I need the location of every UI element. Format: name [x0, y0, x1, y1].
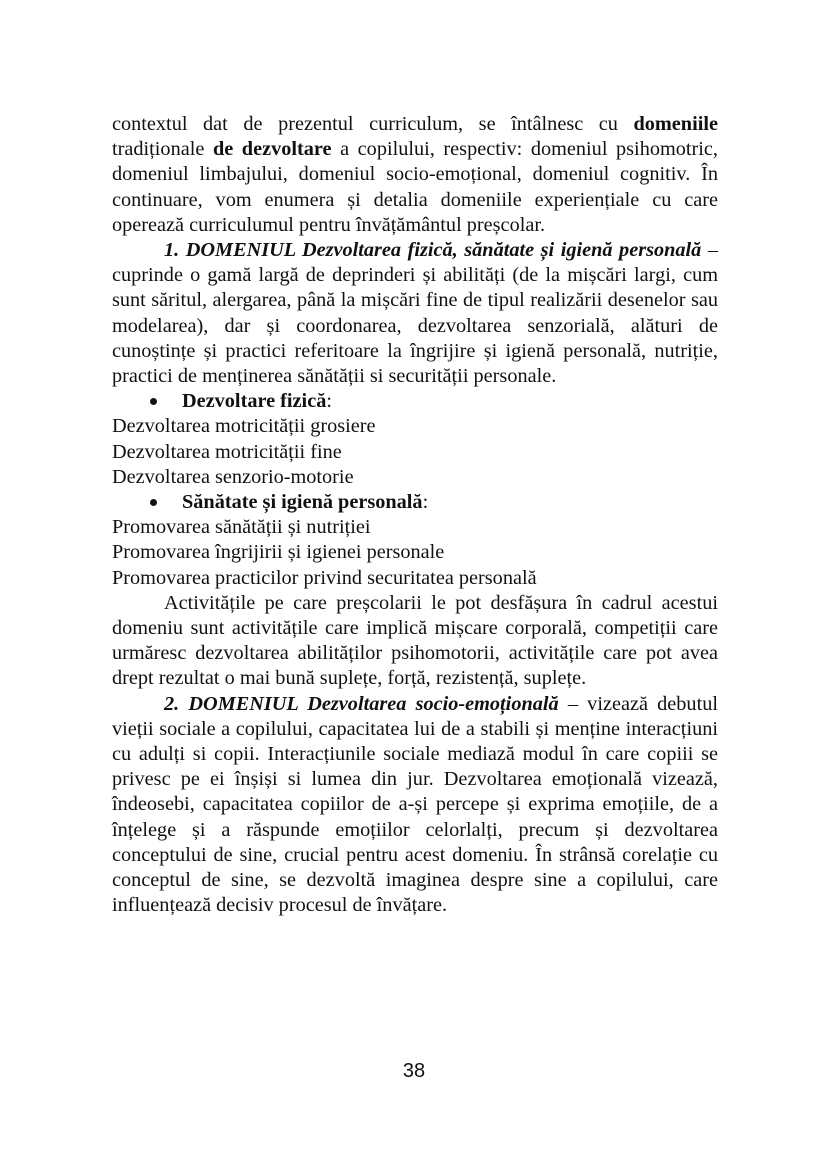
- intro-bold-development: de dezvoltare: [212, 138, 332, 161]
- bullet-health-suffix: :: [422, 491, 429, 514]
- list-item: Promovarea îngrijirii și igienei personale: [112, 541, 445, 564]
- list-item: Promovarea practicilor privind securitatea personală: [112, 566, 537, 589]
- bullet-physical-development: [112, 389, 718, 414]
- list-item: Dezvoltarea senzorio-motorie: [112, 465, 354, 488]
- intro-text-2: tradiționale: [112, 138, 213, 161]
- bullet-dot-icon: [150, 398, 157, 405]
- bullet-health-label: Sănătate și igienă personală: [182, 491, 423, 514]
- intro-paragraph: [112, 112, 718, 238]
- domain-1-paragraph: [112, 238, 718, 389]
- list-item: Promovarea sănătății și nutriției: [112, 516, 371, 539]
- intro-text-3: a copilului, respectiv: domeniul psihomotric, domeniul limbajului, domeniul socio-emoțional, domeniul cognitiv. În continuare, vom enumera și detalia domeniile experiențiale cu care operează curriculumul pentru învățământul preșcolar.: [112, 138, 718, 236]
- domain-2-heading: 2. DOMENIUL Dezvoltarea socio-emoțională: [164, 692, 559, 715]
- bullet-physical-label: Dezvoltare fizică: [182, 390, 327, 413]
- intro-bold-domains: domeniile: [633, 113, 718, 135]
- domain-2-paragraph: [112, 692, 718, 919]
- intro-text-1: contextul dat de prezentul curriculum, se întâlnesc cu: [112, 113, 634, 135]
- list-item: Dezvoltarea motricității fine: [112, 440, 342, 463]
- bullet-health-hygiene: [112, 490, 718, 515]
- domain-1-heading: 1. DOMENIUL Dezvoltarea fizică, sănătate și igienă personală: [164, 239, 702, 262]
- page-number: 38: [402, 1060, 426, 1082]
- bullet-physical-suffix: :: [326, 390, 332, 413]
- page-body: [112, 112, 718, 919]
- activities-paragraph: Activitățile pe care preșcolarii le pot desfășura în cadrul acestui domeniu sunt activitățile care implică mișcare corporală, competiții care urmăresc dezvoltarea abilităților psihomotorii, activitățile care pot avea drept rezultat o mai bună suplețe, forță, rezistență, suplețe.: [112, 591, 718, 690]
- list-item: Dezvoltarea motricității grosiere: [112, 415, 376, 438]
- bullet-dot-icon: [150, 499, 157, 506]
- domain-2-text: – vizează debutul vieții sociale a copilului, capacitatea lui de a stabili și menține interacțiuni cu adulți si copii. Interacțiunile sociale mediază modul în care copiii se privesc pe ei înșiși si lumea din jur. Dezvoltarea emoțională vizează, îndeosebi, capacitatea copiilor de a-și percepe și exprima emoțiile, de a înțelege și a răspunde emoțiilor celorlalți, precum și dezvoltarea conceptului de sine, crucial pentru acest domeniu. În strânsă corelație cu conceptul de sine, se dezvoltă imaginea despre sine a copilului, care influențează decisiv procesul de învățare.: [112, 692, 718, 917]
- domain-1-text: – cuprinde o gamă largă de deprinderi și abilități (de la mișcări largi, cum sunt săritul, alergarea, până la mișcări fine de tipul realizării desenelor sau modelarea), dar și coordonarea, dezvoltarea senzorială, alături de cunoștințe și practici referitoare la îngrijire și igienă personală, nutriție, practici de menținerea sănătății si securității personale.: [112, 239, 718, 388]
